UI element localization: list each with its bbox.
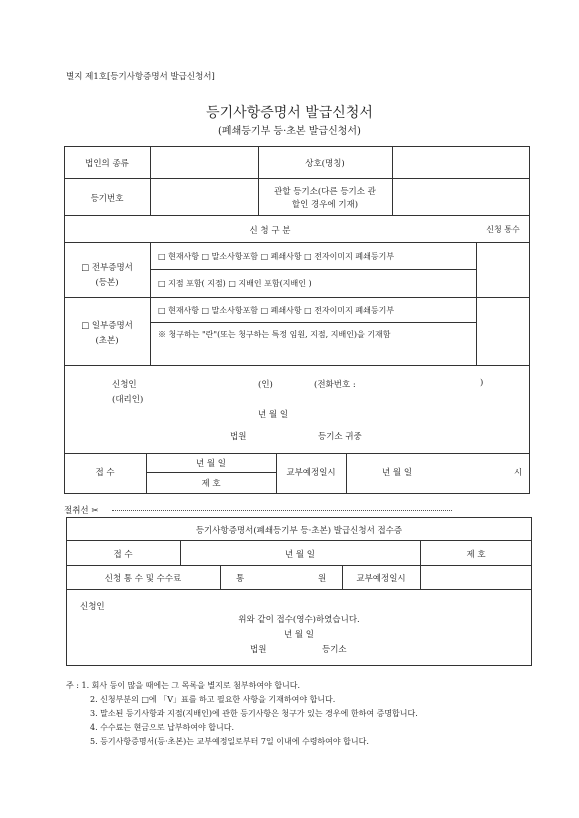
count-fee-label: 신청 통 수 및 수수료: [104, 574, 182, 584]
note-5: 5. 등기사항증명서(등·초본)는 교부예정일로부터 7일 이내에 수령하여야 합니다.: [90, 737, 369, 746]
slip-date: 년 월 일: [284, 550, 316, 560]
phone-label: (전화번호 :: [314, 380, 356, 390]
received-message: 위와 같이 접수(영수)하였습니다.: [238, 615, 360, 625]
registry-label-line1: 관할 등기소(다른 등기소 관: [274, 187, 376, 197]
cut-line: [112, 510, 452, 511]
applicant-label: 신청인: [112, 380, 137, 390]
registry-label-line2: 할인 경우에 기재): [291, 200, 359, 210]
note-3: 3. 말소된 등기사항과 지점(지배인)에 관한 등기사항은 청구가 있는 경우에 한하여 증명합니다.: [90, 709, 418, 718]
note-4: 4. 수수료는 현금으로 납부하여야 합니다.: [90, 723, 234, 732]
page-title: 등기사항증명서 발급신청서: [206, 105, 373, 121]
category-header: 신 청 구 분: [249, 226, 291, 236]
corp-type-field[interactable]: [152, 150, 256, 176]
phone-close: ): [480, 378, 484, 388]
full-count-field[interactable]: [478, 245, 528, 295]
form-number: 별지 제1호[등기사항증명서 발급신청서]: [66, 72, 215, 82]
won-unit: 원: [318, 574, 327, 584]
registry-office-label: 등기소 귀중: [318, 432, 362, 442]
slip-court: 법원: [250, 645, 267, 655]
cut-line-label: 절취선 ✂: [64, 506, 99, 516]
partial-count-field[interactable]: [478, 300, 528, 362]
receipt-date: 년 월 일: [195, 459, 227, 469]
slip-issue-label: 교부예정일시: [356, 574, 406, 584]
slip-number: 제 호: [466, 550, 486, 560]
slip-applicant-label: 신청인: [80, 602, 105, 612]
trade-name-label: 상호(명칭): [305, 159, 345, 169]
note-2: 2. 신청부분의 □에 「V」표를 하고 필요한 사항을 기재하여야 합니다.: [90, 695, 336, 704]
receipt-number: 제 호: [201, 479, 221, 489]
reg-number-label: 등기번호: [90, 194, 124, 204]
issue-date-label: 교부예정일시: [286, 468, 336, 478]
full-options-row2[interactable]: □ 지점 포함( 지점) □ 지배인 포함(지배인 ): [158, 279, 312, 288]
agent-label: (대리인): [112, 395, 144, 405]
slip-title: 등기사항증명서(폐쇄등기부 등·초본) 발급신청서 접수증: [195, 526, 403, 536]
full-cert-sub: (등본): [95, 278, 119, 288]
page-subtitle: (폐쇄등기부 등·초본 발급신청서): [218, 126, 361, 137]
copies-unit: 통: [236, 574, 245, 584]
issue-date-value: 년 월 일: [382, 468, 413, 478]
partial-options-row1[interactable]: □ 현재사항 □ 말소사항포함 □ 폐쇄사항 □ 전자이미지 폐쇄등기부: [158, 306, 395, 315]
seal-mark: (인): [258, 380, 273, 390]
note-1: 주 : 1. 회사 등이 많을 때에는 그 목록을 별지로 첨부하여야 합니다.: [66, 681, 301, 690]
registry-field[interactable]: [394, 181, 528, 213]
full-options-row1[interactable]: □ 현재사항 □ 말소사항포함 □ 폐쇄사항 □ 전자이미지 폐쇄등기부: [158, 252, 395, 261]
application-date: 년 월 일: [258, 410, 289, 420]
corp-type-label: 법인의 종류: [85, 159, 129, 169]
count-header: 신청 통수: [486, 225, 520, 234]
partial-cert-label[interactable]: □ 일부증명서: [81, 321, 133, 331]
trade-name-field[interactable]: [394, 150, 528, 176]
slip-issue-field[interactable]: [422, 567, 530, 587]
court-label: 법원: [230, 432, 247, 442]
partial-cert-sub: (초본): [95, 336, 119, 346]
phone-field[interactable]: [372, 374, 476, 388]
issue-time-unit: 시: [514, 468, 523, 478]
full-cert-label[interactable]: □ 전부증명서: [81, 263, 133, 273]
slip-registry: 등기소: [322, 645, 347, 655]
receipt-label: 접 수: [95, 468, 115, 478]
slip-date2: 년 월 일: [283, 630, 315, 640]
reg-number-field[interactable]: [152, 181, 256, 213]
slip-receipt-label: 접 수: [113, 550, 133, 560]
partial-options-row2: ※ 청구하는 "란"(또는 청구하는 특정 임원, 지점, 지배인)을 기재함: [158, 330, 391, 339]
